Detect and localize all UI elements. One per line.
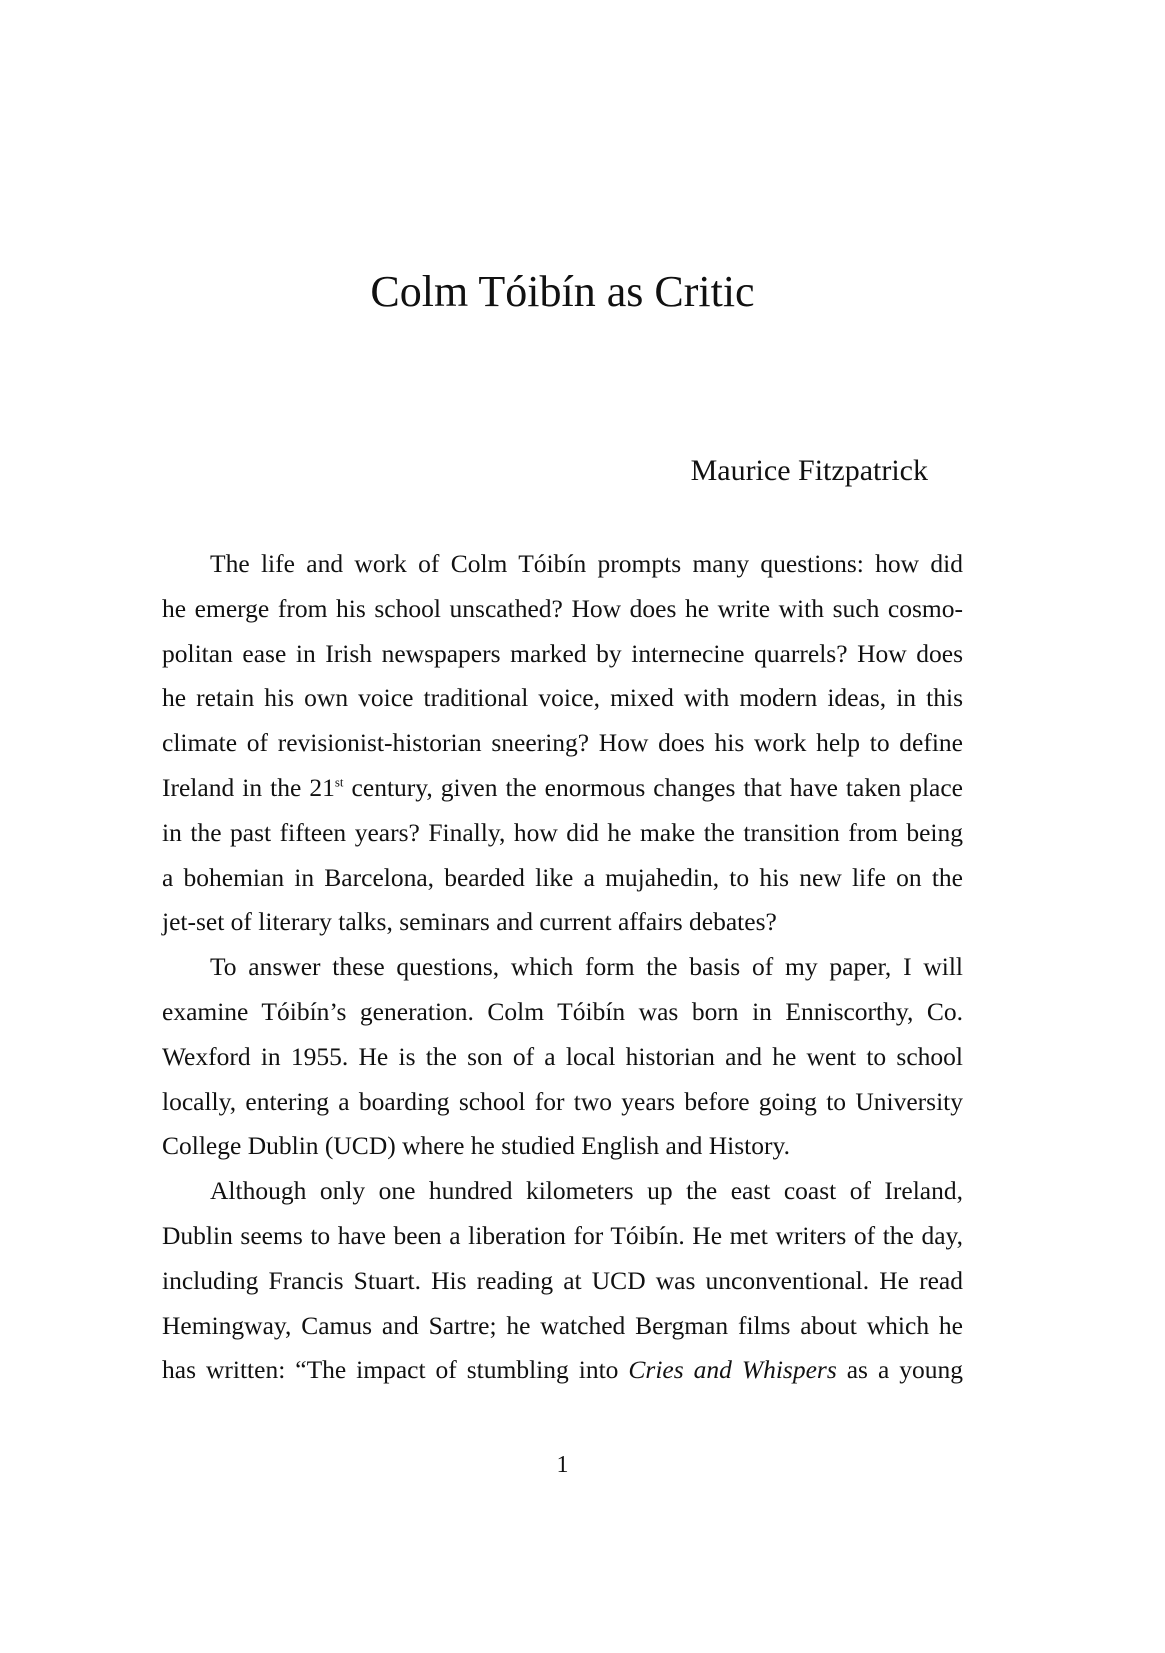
text-segment: century, given the enormous changes that have taken place [343, 772, 963, 802]
text-line: in the past fifteen years? Finally, how did he make the transition from being [162, 817, 963, 847]
text-line: a bohemian in Barcelona, bearded like a mujahedin, to his new life on the [162, 862, 963, 892]
text-line: Although only one hundred kilometers up the east coast of Ireland, [210, 1176, 963, 1206]
italic-title: Cries and Whispers [628, 1355, 837, 1385]
text-line: locally, entering a boarding school for two years before going to University [162, 1086, 963, 1116]
text-line: Dublin seems to have been a liberation for Tóibín. He met writers of the day, [162, 1220, 963, 1250]
text-segment: Ireland in the 21 [162, 772, 335, 802]
author-name: Maurice Fitzpatrick [690, 454, 928, 487]
document-title: Colm Tóibín as Critic [370, 267, 755, 316]
text-line: climate of revisionist-historian sneering? How does his work help to define [162, 728, 963, 758]
text-line: he retain his own voice traditional voice, mixed with modern ideas, in this [162, 683, 963, 713]
text-line: College Dublin (UCD) where he studied English and History. [162, 1131, 790, 1161]
text-line: including Francis Stuart. His reading at UCD was unconventional. He read [162, 1265, 963, 1295]
paragraph [162, 945, 963, 1169]
text-line: examine Tóibín’s generation. Colm Tóibín was born in Enniscorthy, Co. [162, 996, 963, 1026]
text-line [162, 1348, 963, 1393]
text-line: politan ease in Irish newspapers marked by internecine quarrels? How does [162, 638, 963, 668]
body-text [162, 542, 963, 1393]
text-line: he emerge from his school unscathed? How does he write with such cosmo- [162, 593, 963, 623]
text-line: The life and work of Colm Tóibín prompts many questions: how did [210, 549, 963, 578]
text-segment: as a young [836, 1355, 963, 1385]
superscript: st [334, 774, 344, 790]
text-line: Hemingway, Camus and Sartre; he watched Bergman films about which he [162, 1310, 963, 1340]
text-line: jet-set of literary talks, seminars and current affairs debates? [162, 907, 777, 937]
paragraph [162, 542, 963, 945]
text-line: To answer these questions, which form the basis of my paper, I will [210, 952, 963, 982]
text-line [162, 766, 963, 811]
text-line: Wexford in 1955. He is the son of a local historian and he went to school [162, 1041, 963, 1071]
page-number: 1 [556, 1452, 569, 1478]
text-segment: has written: “The impact of stumbling into [162, 1355, 629, 1385]
paragraph [162, 1169, 963, 1393]
